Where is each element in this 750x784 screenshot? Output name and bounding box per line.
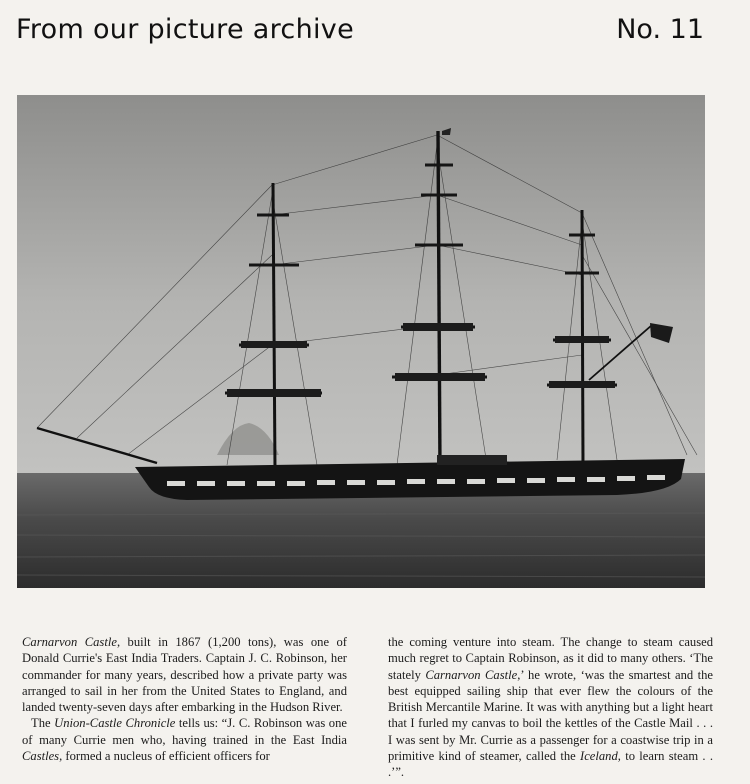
paragraph-text: The	[31, 716, 55, 731]
page-header	[16, 10, 704, 54]
sky	[17, 95, 705, 475]
paragraph-text-left-end: , formed a nucleus of efficient officers for	[59, 749, 270, 764]
ship-name: Carnarvon Castle	[22, 635, 117, 649]
ship-name: Carnarvon Castle	[425, 667, 518, 682]
paragraph-text: ,’ he wrote, ‘was the smartest and the best equipped sailing ship that ever flew the colours of the British Mercantile Marine. It was with anything but a light heart that I furled my canvas to boil the kettles of the Castle Mail . . . I was sent by Mr. Currie as a passenger for a coastwise trip in a primitive kind of steamer, called the	[388, 667, 713, 764]
castles-term: Castles	[22, 749, 60, 764]
sailing-ship-image	[17, 95, 705, 588]
article-paragraph-2-continued	[388, 634, 713, 781]
ship-photograph	[17, 95, 705, 588]
article-column-right	[388, 634, 713, 781]
article-paragraph-1	[22, 634, 347, 715]
paragraph-text-right-start: the coming venture into steam. The change to steam caused much regret to Captain Robinson, as it did to many others. ‘The stately	[388, 635, 713, 682]
paragraph-text: tells us: “J. C. Robinson was one of many Currie men who, having trained in the East India	[22, 716, 347, 747]
article-column-left	[22, 634, 347, 764]
paragraph-text: , to learn steam . . .’”.	[388, 749, 713, 780]
issue-number: No. 11	[616, 14, 704, 45]
publication-name: Union-Castle Chronicle	[54, 716, 176, 731]
paragraph-text: , built in 1867 (1,200 tons), was one of Donald Currie's East India Traders. Captain J. C. Robinson, her commander for many years, described how a private party was arranged to sail in her from the United States to England, and landed twenty-seven days after embarking in the Hudson River.	[22, 635, 347, 715]
steamer-name: Iceland	[580, 749, 618, 764]
article-paragraph-2	[22, 715, 347, 764]
page-title: From our picture archive	[16, 14, 354, 45]
deck-house	[437, 455, 507, 465]
